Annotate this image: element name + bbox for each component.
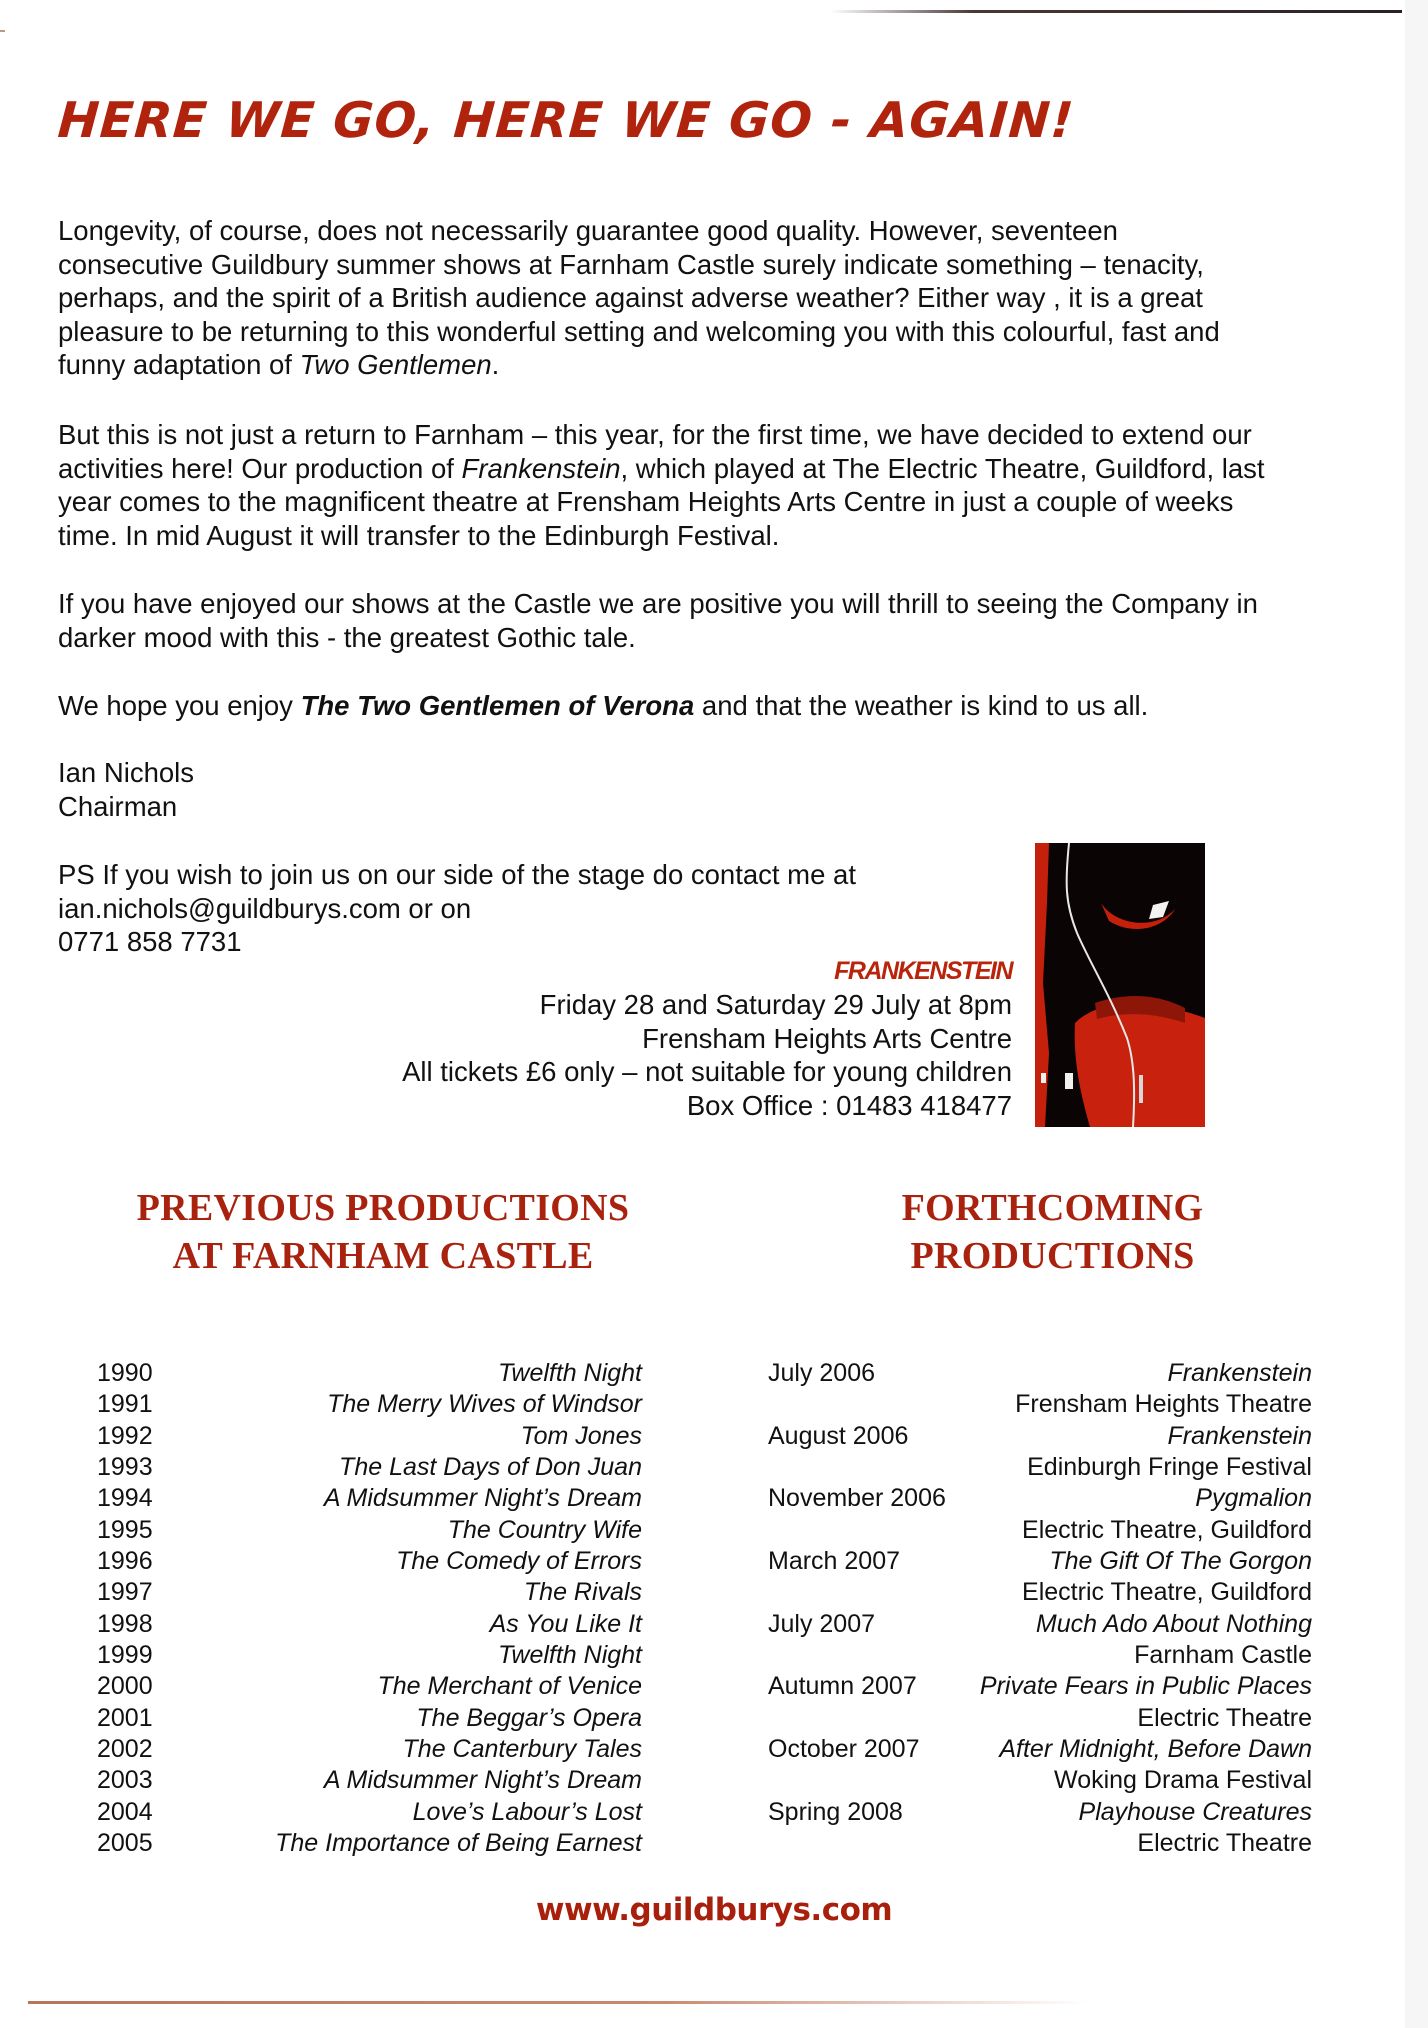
production-row (97, 1797, 642, 1828)
forthcoming-date: July 2007 (768, 1609, 876, 1638)
forthcoming-venue-row (768, 1515, 1312, 1546)
forthcoming-venue: Woking Drama Festival (1054, 1766, 1312, 1795)
production-year: 2003 (97, 1766, 153, 1795)
forthcoming-venue: Electric Theatre, Guildford (1022, 1578, 1312, 1607)
forthcoming-date: March 2007 (768, 1547, 901, 1576)
play-title: Two Gentlemen (299, 349, 492, 381)
text-line: perhaps, and the spirit of a British audience against adverse weather? Either way , it is a great (58, 282, 1203, 314)
forthcoming-venue: Electric Theatre (1137, 1829, 1312, 1858)
heading-line: PRODUCTIONS (910, 1235, 1195, 1277)
forthcoming-date: October 2007 (768, 1735, 920, 1764)
forthcoming-venue: Electric Theatre, Guildford (1022, 1515, 1312, 1544)
production-title: The Last Days of Don Juan (339, 1453, 642, 1482)
production-year: 1992 (97, 1421, 153, 1450)
forthcoming-productions-list (768, 1358, 1312, 1860)
forthcoming-row (768, 1483, 1312, 1514)
forthcoming-title: Frankenstein (1167, 1359, 1312, 1387)
event-line: Box Office : 01483 418477 (686, 1089, 1012, 1121)
heading-line: AT FARNHAM CASTLE (172, 1235, 594, 1277)
forthcoming-row (768, 1609, 1312, 1640)
production-year: 1991 (97, 1390, 153, 1419)
forthcoming-date: Autumn 2007 (768, 1672, 917, 1701)
event-line: Friday 28 and Saturday 29 July at 8pm (539, 989, 1012, 1020)
production-row (97, 1546, 642, 1577)
production-row (97, 1734, 642, 1765)
forthcoming-row (768, 1421, 1312, 1452)
text-line: We hope you enjoy The Two Gentlemen of Verona and that the weather is kind to us all. (58, 690, 1149, 721)
production-title: The Country Wife (447, 1515, 642, 1544)
forthcoming-title: Private Fears in Public Places (979, 1672, 1312, 1701)
production-title: The Beggar’s Opera (416, 1703, 642, 1732)
forthcoming-date: November 2006 (768, 1484, 946, 1513)
forthcoming-venue-row (768, 1703, 1312, 1734)
production-year: 1998 (97, 1609, 153, 1638)
text-line: darker mood with this - the greatest Gothic tale. (58, 621, 636, 653)
event-line: Frensham Heights Arts Centre (642, 1022, 1012, 1054)
forthcoming-venue-row (768, 1452, 1312, 1483)
intro-paragraph-1 (58, 214, 1220, 382)
play-title: Frankenstein (461, 452, 621, 484)
production-row (97, 1421, 642, 1452)
forthcoming-productions-heading (840, 1184, 1265, 1280)
production-year: 1990 (97, 1359, 153, 1387)
play-title: The Two Gentlemen of Verona (300, 690, 695, 721)
scan-edge (1405, 0, 1428, 2028)
production-row (97, 1452, 642, 1483)
scan-mark (0, 30, 5, 32)
production-title: Love’s Labour’s Lost (412, 1797, 642, 1826)
forthcoming-title: Much Ado About Nothing (1035, 1609, 1312, 1638)
production-year: 1996 (97, 1547, 153, 1576)
text-line: Longevity, of course, does not necessarily guarantee good quality. However, seventeen (58, 215, 1118, 246)
production-year: 2001 (97, 1703, 153, 1732)
forthcoming-venue: Frensham Heights Theatre (1015, 1390, 1312, 1419)
forthcoming-venue-row (768, 1389, 1312, 1420)
production-title: The Rivals (523, 1578, 642, 1607)
production-year: 2000 (97, 1672, 153, 1701)
event-title: FRANKENSTEIN (834, 957, 1012, 985)
production-year: 2002 (97, 1735, 153, 1764)
previous-productions-heading (98, 1184, 668, 1280)
page-heading: HERE WE GO, HERE WE GO - AGAIN! (56, 92, 1077, 149)
bottom-rule (28, 2001, 1088, 2004)
forthcoming-row (768, 1358, 1312, 1389)
production-title: The Merchant of Venice (377, 1672, 642, 1701)
production-row (97, 1640, 642, 1671)
production-row (97, 1609, 642, 1640)
email-link[interactable]: ian.nichols@guildburys.com (58, 892, 401, 924)
production-row (97, 1765, 642, 1796)
production-row (97, 1828, 642, 1859)
intro-paragraph-3 (58, 587, 1258, 654)
production-title: Tom Jones (520, 1421, 642, 1450)
top-rule (830, 10, 1402, 13)
text-line: funny adaptation of Two Gentlemen. (58, 349, 500, 381)
forthcoming-row (768, 1734, 1312, 1765)
text-line: time. In mid August it will transfer to the Edinburgh Festival. (58, 519, 780, 551)
signature-title: Chairman (58, 790, 178, 822)
forthcoming-title: Frankenstein (1167, 1421, 1312, 1450)
intro-paragraph-2 (58, 418, 1265, 552)
production-row (97, 1577, 642, 1608)
heading-line: PREVIOUS PRODUCTIONS (136, 1187, 630, 1229)
text-line: PS If you wish to join us on our side of the stage do contact me at (58, 859, 856, 890)
forthcoming-row (768, 1546, 1312, 1577)
event-announcement (402, 955, 1012, 1122)
forthcoming-title: After Midnight, Before Dawn (999, 1735, 1312, 1764)
forthcoming-venue: Farnham Castle (1134, 1641, 1312, 1670)
production-title: As You Like It (489, 1609, 642, 1638)
intro-paragraph-4 (58, 689, 1148, 723)
production-row (97, 1671, 642, 1702)
production-title: A Midsummer Night’s Dream (323, 1766, 642, 1795)
previous-productions-list (97, 1358, 642, 1860)
phone-number: 0771 858 7731 (58, 926, 242, 958)
frankenstein-poster-image (1035, 843, 1205, 1127)
forthcoming-date: August 2006 (768, 1421, 909, 1450)
text-line: pleasure to be returning to this wonderful setting and welcoming you with this colourful, fast and (58, 315, 1220, 347)
forthcoming-title: Pygmalion (1195, 1484, 1312, 1513)
production-year: 1997 (97, 1578, 153, 1607)
production-year: 1994 (97, 1484, 153, 1513)
text-line: ian.nichols@guildburys.com or on (58, 892, 472, 924)
forthcoming-venue-row (768, 1640, 1312, 1671)
forthcoming-venue-row (768, 1828, 1312, 1859)
text-line: But this is not just a return to Farnham – this year, for the first time, we have decided to extend our (58, 419, 1252, 450)
production-title: The Merry Wives of Windsor (327, 1390, 642, 1419)
production-title: The Canterbury Tales (402, 1735, 642, 1764)
forthcoming-venue: Edinburgh Fringe Festival (1027, 1453, 1312, 1482)
forthcoming-date: Spring 2008 (768, 1797, 903, 1826)
postscript (58, 858, 856, 959)
production-row (97, 1389, 642, 1420)
signature-name: Ian Nichols (58, 757, 195, 788)
production-year: 1999 (97, 1641, 153, 1670)
forthcoming-venue-row (768, 1577, 1312, 1608)
production-title: A Midsummer Night’s Dream (323, 1484, 642, 1513)
production-title: Twelfth Night (497, 1359, 642, 1387)
event-line: All tickets £6 only – not suitable for young children (402, 1056, 1012, 1088)
forthcoming-venue-row (768, 1765, 1312, 1796)
forthcoming-date: July 2006 (768, 1359, 876, 1387)
forthcoming-venue: Electric Theatre (1137, 1703, 1312, 1732)
text-line: year comes to the magnificent theatre at Frensham Heights Arts Centre in just a couple of weeks (58, 486, 1234, 518)
forthcoming-title: The Gift Of The Gorgon (1049, 1547, 1312, 1576)
heading-line: FORTHCOMING (901, 1187, 1204, 1229)
forthcoming-row (768, 1797, 1312, 1828)
production-year: 1995 (97, 1515, 153, 1544)
production-row (97, 1703, 642, 1734)
forthcoming-title: Playhouse Creatures (1078, 1797, 1312, 1826)
production-row (97, 1515, 642, 1546)
production-title: Twelfth Night (497, 1641, 642, 1670)
production-year: 2005 (97, 1829, 153, 1858)
forthcoming-row (768, 1671, 1312, 1702)
production-title: The Comedy of Errors (396, 1547, 642, 1576)
website-link[interactable]: www.guildburys.com (535, 1892, 893, 1928)
text-line: consecutive Guildbury summer shows at Farnham Castle surely indicate something – tenacity, (58, 248, 1204, 280)
text-line: If you have enjoyed our shows at the Castle we are positive you will thrill to seeing the Company in (58, 588, 1258, 619)
text-line: activities here! Our production of Frankenstein, which played at The Electric Theatre, Guildford, last (58, 452, 1265, 484)
production-year: 2004 (97, 1797, 153, 1826)
production-row (97, 1483, 642, 1514)
poster-artwork (1035, 843, 1205, 1127)
signature (58, 756, 194, 823)
production-title: The Importance of Being Earnest (275, 1829, 642, 1858)
production-year: 1993 (97, 1453, 153, 1482)
production-row (97, 1358, 642, 1389)
